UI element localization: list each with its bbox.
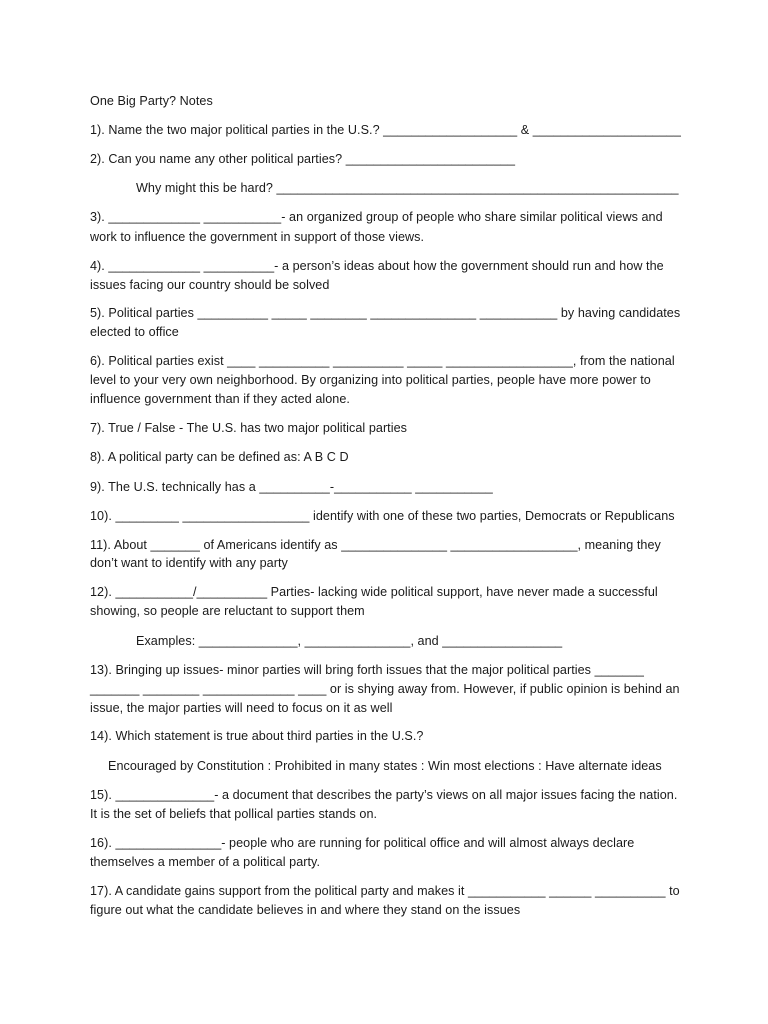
- question-12-line-1: 12). ___________/__________ Parties- lacking wide political support, have never made a successful: [90, 585, 658, 599]
- question-13-line-1: 13). Bringing up issues- minor parties will bring forth issues that the major political parties _______: [90, 663, 644, 677]
- question-12-line-2: showing, so people are reluctant to support them: [90, 604, 365, 618]
- question-4-line-1: 4). _____________ __________- a person’s ideas about how the government should run and how the: [90, 259, 664, 273]
- question-16-line-1: 16). _______________- people who are running for political office and will almost always declare: [90, 836, 635, 850]
- question-12-examples: Examples: ______________, _______________, and _________________: [136, 634, 563, 648]
- question-8: 8). A political party can be defined as: A B C D: [90, 450, 349, 464]
- question-3-line-2: work to influence the government in support of those views.: [90, 230, 425, 244]
- page-title: One Big Party? Notes: [90, 94, 213, 108]
- question-17-line-2: figure out what the candidate believes in and where they stand on the issues: [90, 903, 521, 917]
- question-13-line-2: _______ ________ _____________ ____ or is shying away from. However, if public opinion is behind an: [90, 682, 680, 696]
- question-6-line-3: influence government than if they acted alone.: [90, 392, 350, 406]
- question-14-options: Encouraged by Constitution : Prohibited in many states : Win most elections : Have alternate ideas: [108, 759, 662, 773]
- question-15-line-1: 15). ______________- a document that describes the party’s views on all major issues facing the nation.: [90, 788, 678, 802]
- question-3-line-1: 3). _____________ ___________- an organized group of people who share similar political views and: [90, 210, 663, 224]
- question-2-followup: Why might this be hard? _________________________________________________________: [136, 181, 679, 195]
- question-1: 1). Name the two major political parties in the U.S.? ___________________ & _____________________: [90, 123, 681, 137]
- question-9: 9). The U.S. technically has a __________-___________ ___________: [90, 480, 493, 494]
- question-11-line-2: don’t want to identify with any party: [90, 556, 288, 570]
- question-6-line-2: level to your very own neighborhood. By organizing into political parties, people have more power to: [90, 373, 651, 387]
- question-2: 2). Can you name any other political parties? ________________________: [90, 152, 516, 166]
- question-16-line-2: themselves a member of a political party.: [90, 855, 320, 869]
- question-11-line-1: 11). About _______ of Americans identify as _______________ __________________, meaning they: [90, 538, 661, 552]
- question-7: 7). True / False - The U.S. has two major political parties: [90, 421, 407, 435]
- question-13-line-3: issue, the major parties will need to focus on it as well: [90, 701, 393, 715]
- question-17-line-1: 17). A candidate gains support from the political party and makes it ___________ ______ __________ to: [90, 884, 680, 898]
- question-6-line-1: 6). Political parties exist ____ __________ __________ _____ __________________, from the national: [90, 354, 675, 368]
- question-4-line-2: issues facing our country should be solved: [90, 278, 330, 292]
- question-15-line-2: It is the set of beliefs that pollical parties stands on.: [90, 807, 378, 821]
- question-14: 14). Which statement is true about third parties in the U.S.?: [90, 729, 424, 743]
- question-10: 10). _________ __________________ identify with one of these two parties, Democrats or Republicans: [90, 509, 675, 523]
- question-5-line-2: elected to office: [90, 325, 179, 339]
- question-5-line-1: 5). Political parties __________ _____ ________ _______________ ___________ by having candidates: [90, 306, 681, 320]
